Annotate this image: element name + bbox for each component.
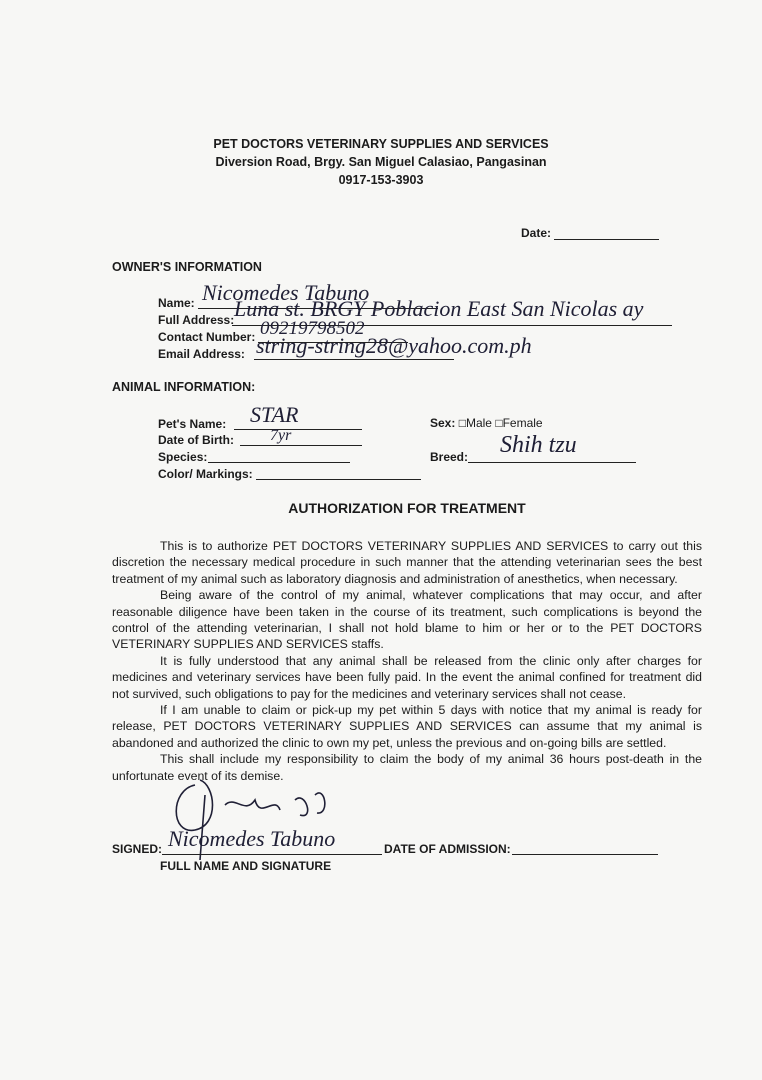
date-label: Date: (521, 226, 552, 240)
admission-label: DATE OF ADMISSION: (384, 842, 511, 856)
female-label: Female (502, 416, 543, 430)
male-checkbox[interactable]: □ (458, 416, 466, 430)
female-checkbox[interactable]: □ (495, 416, 503, 430)
sex-group (430, 416, 543, 430)
paragraph: This is to authorize PET DOCTORS VETERINARY SUPPLIES AND SERVICES to carry out this discretion the necessary medical procedure in such manner that the attending veterinarian sees the best treatment of my animal such as laboratory diagnosis and administration of anesthetics, when necessary. (112, 539, 702, 586)
date-field[interactable] (554, 225, 659, 240)
species-label: Species: (158, 450, 208, 464)
business-name: PET DOCTORS VETERINARY SUPPLIES AND SERVICES (213, 137, 549, 151)
email-value: string-string28@yahoo.com.ph (256, 333, 532, 358)
address-value: Luna st. BRGY Poblacion East San Nicolas ay (234, 296, 644, 321)
business-phone: 0917-153-3903 (338, 173, 424, 187)
pet-name-value: STAR (250, 402, 299, 427)
owner-section-title: OWNER'S INFORMATION (112, 260, 262, 274)
paragraph: Being aware of the control of my animal, whatever complications that may occur, and after reasonable diligence have been taken in the course of its treatment, such complications is beyond the control of the attending veterinarian, I shall not hold blame to him or her or to the PET DOCTORS VETERINARY SUPPLIES AND SERVICES staffs. (112, 588, 702, 652)
animal-section-title: ANIMAL INFORMATION: (112, 380, 256, 394)
address-label: Full Address: (158, 313, 235, 327)
breed-value: Shih tzu (500, 432, 577, 458)
signature-name-value: Nicomedes Tabuno (168, 826, 336, 851)
male-label: Male (465, 416, 492, 430)
dob-field[interactable] (240, 431, 362, 446)
contact-label: Contact Number: (158, 330, 256, 344)
breed-label: Breed: (430, 450, 469, 464)
color-label: Color/ Markings: (158, 467, 253, 481)
full-name-signature-label: FULL NAME AND SIGNATURE (160, 859, 332, 873)
color-field[interactable] (256, 465, 421, 480)
sex-label: Sex: (430, 416, 456, 430)
paragraph: This shall include my responsibility to claim the body of my animal 36 hours post-death in the unfortunate event of its demise. (112, 752, 702, 783)
email-label: Email Address: (158, 347, 245, 361)
business-address: Diversion Road, Brgy. San Miguel Calasiao, Pangasinan (215, 155, 547, 169)
name-value: Nicomedes Tabuno (202, 280, 370, 305)
authorization-text (112, 538, 702, 784)
dob-value: 7yr (270, 427, 292, 444)
species-field[interactable] (208, 448, 350, 463)
name-label: Name: (158, 296, 195, 310)
authorization-title: AUTHORIZATION FOR TREATMENT (288, 500, 526, 516)
admission-date-field[interactable] (512, 840, 658, 855)
paragraph: If I am unable to claim or pick-up my pet within 5 days with notice that my animal is ready for release, PET DOCTORS VETERINARY SUPPLIES AND SERVICES can assume that my animal is abandoned and authorized the clinic to own my pet, unless the previous and on-going bills are settled. (112, 703, 702, 750)
dob-label: Date of Birth: (158, 433, 234, 447)
paragraph: It is fully understood that any animal shall be released from the clinic only after charges for medicines and veterinary services have been fully paid. In the event the animal confined for treatment did not survived, such obligations to pay for the medicines and veterinary services shall not cease. (112, 653, 702, 701)
contact-value: 09219798502 (260, 318, 365, 339)
signed-label: SIGNED: (112, 842, 163, 856)
pet-name-label: Pet's Name: (158, 417, 227, 431)
